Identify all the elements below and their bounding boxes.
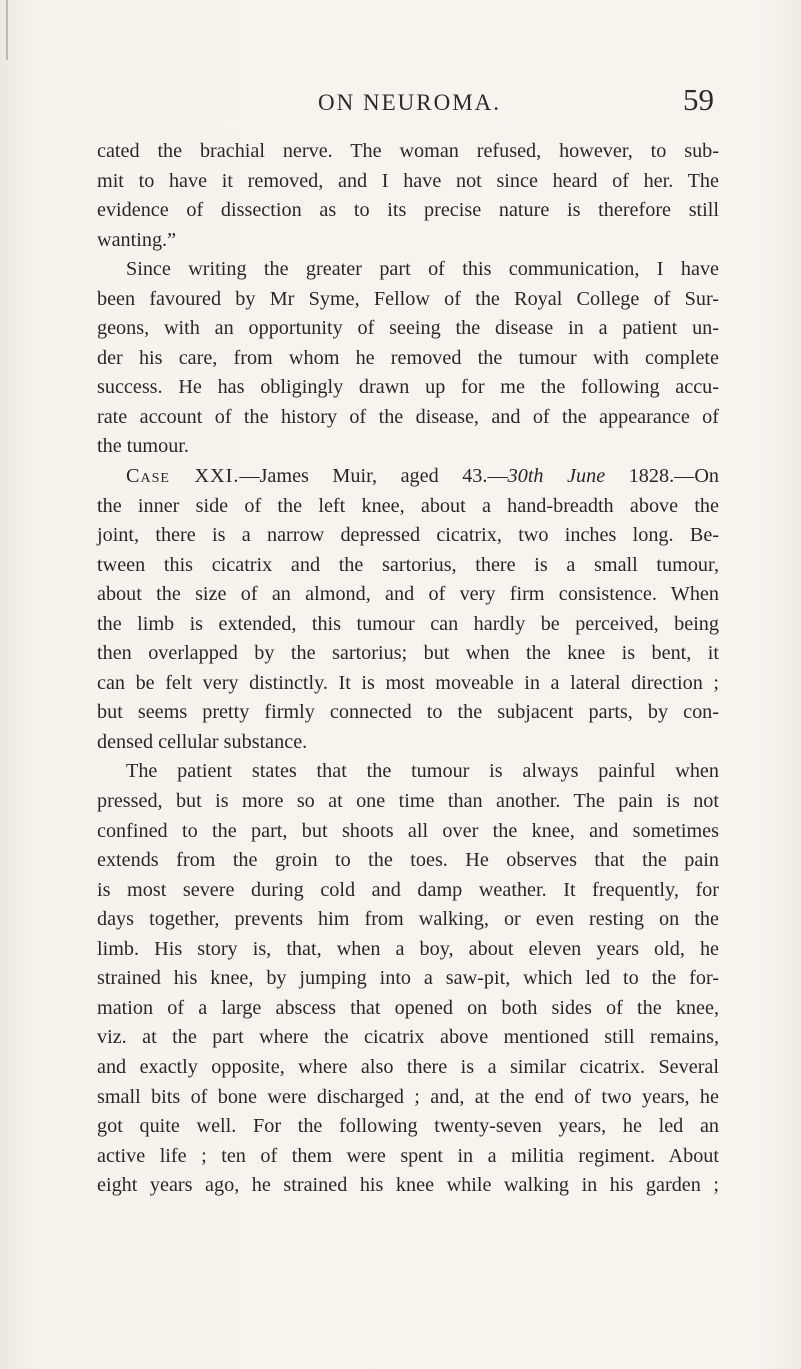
text-line: success. He has obligingly drawn up for me the following accu-	[97, 376, 719, 399]
text-line: then overlapped by the sartorius; but when the knee is bent, it	[97, 642, 719, 665]
text-line: the tumour.	[97, 435, 189, 458]
case-label: Case XXI.	[126, 465, 240, 488]
text-line: der his care, from whom he removed the tumour with complete	[97, 346, 719, 369]
body-text	[97, 137, 719, 1201]
text-line: Since writing the greater part of this communication, I have	[126, 258, 719, 281]
running-head: ON NEUROMA.	[318, 90, 501, 115]
text-line: is most severe during cold and damp weather. It frequently, for	[97, 878, 719, 901]
text-line: densed cellular substance.	[97, 730, 308, 753]
text-line: cated the brachial nerve. The woman refused, however, to sub-	[97, 140, 719, 162]
text-line: tween this cicatrix and the sartorius, there is a small tumour,	[97, 553, 719, 576]
case-year: 1828.—On	[605, 465, 719, 488]
page-header	[100, 82, 714, 128]
page-edge-rule	[6, 0, 8, 60]
text-line: and exactly opposite, where also there is a similar cicatrix. Several	[97, 1055, 719, 1078]
case-patient: —James Muir, aged 43.—	[239, 465, 508, 488]
text-line: been favoured by Mr Syme, Fellow of the Royal College of Sur-	[97, 287, 719, 310]
text-line: confined to the part, but shoots all over the knee, and sometimes	[97, 819, 719, 842]
text-line: mit to have it removed, and I have not since heard of her. The	[97, 169, 719, 192]
text-line: days together, prevents him from walking, or even resting on the	[97, 908, 719, 931]
text-line: geons, with an opportunity of seeing the disease in a patient un-	[97, 317, 719, 340]
text-line: wanting.”	[97, 228, 177, 251]
text-line: viz. at the part where the cicatrix above mentioned still remains,	[97, 1026, 719, 1049]
text-line: got quite well. For the following twenty-seven years, he led an	[97, 1115, 719, 1138]
text-line: joint, there is a narrow depressed cicatrix, two inches long. Be-	[97, 524, 719, 547]
case-date: 30th June	[507, 465, 606, 488]
text-line: about the size of an almond, and of very firm consistence. When	[97, 583, 719, 606]
text-line: small bits of bone were discharged ; and, at the end of two years, he	[97, 1085, 719, 1108]
text-line: active life ; ten of them were spent in a militia regiment. About	[97, 1144, 719, 1167]
text-line: can be felt very distinctly. It is most moveable in a lateral direction ;	[97, 671, 719, 694]
text-line: mation of a large abscess that opened on both sides of the knee,	[97, 996, 719, 1019]
text-line: eight years ago, he strained his knee while walking in his garden ;	[97, 1174, 719, 1197]
text-line: the inner side of the left knee, about a hand-breadth above the	[97, 494, 719, 517]
case-heading-line	[97, 462, 719, 492]
text-line: evidence of dissection as to its precise nature is therefore still	[97, 199, 719, 222]
text-line: the limb is extended, this tumour can hardly be perceived, being	[97, 612, 719, 635]
text-line: but seems pretty firmly connected to the subjacent parts, by con-	[97, 701, 719, 724]
text-line: The patient states that the tumour is always painful when	[126, 760, 719, 783]
text-line: rate account of the history of the disease, and of the appearance of	[97, 405, 719, 428]
text-line: pressed, but is more so at one time than another. The pain is not	[97, 790, 719, 813]
text-line: limb. His story is, that, when a boy, about eleven years old, he	[97, 937, 719, 960]
text-line: extends from the groin to the toes. He observes that the pain	[97, 849, 719, 872]
page-number: 59	[683, 82, 714, 117]
text-line: strained his knee, by jumping into a saw-pit, which led to the for-	[97, 967, 719, 990]
